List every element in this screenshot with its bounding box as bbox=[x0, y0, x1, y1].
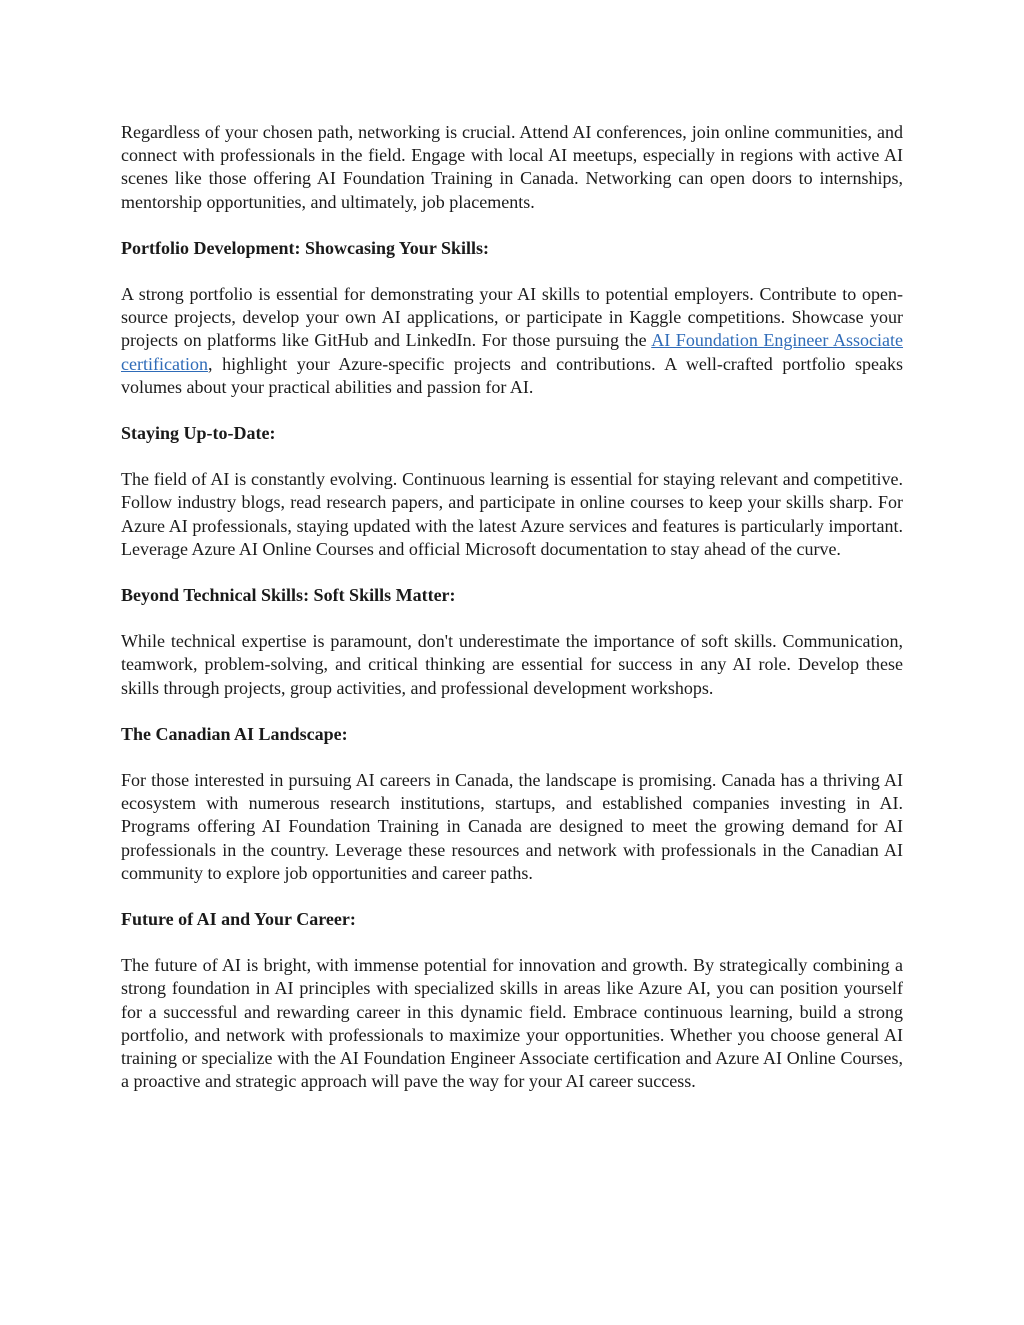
document-page bbox=[121, 121, 903, 1117]
section-heading: Future of AI and Your Career: bbox=[121, 909, 356, 930]
paragraph-text: , highlight your Azure-specific projects and contributions. A well-crafted portfolio speaks volumes about your practical abilities and passion for AI. bbox=[121, 353, 903, 397]
section-paragraph: For those interested in pursuing AI careers in Canada, the landscape is promising. Canada has a thriving AI ecosystem with numerous research institutions, startups, and established companies investing in AI. Programs offering AI Foundation Training in Canada are designed to meet the growing demand for AI professionals in the country. Leverage these resources and network with professionals in the Canadian AI community to explore job opportunities and career paths. bbox=[121, 770, 903, 883]
section-paragraph: While technical expertise is paramount, don't underestimate the importance of soft skills. Communication, teamwork, problem-solving, and critical thinking are essential for success in any AI role. Develop these skills through projects, group activities, and professional development workshops. bbox=[121, 631, 903, 698]
section-heading: Beyond Technical Skills: Soft Skills Matter: bbox=[121, 585, 456, 606]
intro-paragraph: Regardless of your chosen path, networking is crucial. Attend AI conferences, join online communities, and connect with professionals in the field. Engage with local AI meetups, especially in regions with active AI scenes like those offering AI Foundation Training in Canada. Networking can open doors to internships, mentorship opportunities, and ultimately, job placements. bbox=[121, 122, 903, 212]
section-heading: Staying Up-to-Date: bbox=[121, 423, 276, 444]
section-paragraph: The future of AI is bright, with immense potential for innovation and growth. By strategically combining a strong foundation in AI principles with specialized skills in areas like Azure AI, you can position yourself for a successful and rewarding career in this dynamic field. Embrace continuous learning, build a strong portfolio, and network with professionals to maximize your opportunities. Whether you choose general AI training or specialize with the AI Foundation Engineer Associate certification and Azure AI Online Courses, a proactive and strategic approach will pave the way for your AI career success. bbox=[121, 955, 903, 1092]
section-canadian-landscape bbox=[121, 723, 903, 885]
certification-link[interactable]: AI Foundation Engineer Associate certification bbox=[121, 330, 904, 374]
section-paragraph: The field of AI is constantly evolving. Continuous learning is essential for staying relevant and competitive. Follow industry blogs, read research papers, and participate in online courses to keep your skills sharp. For Azure AI professionals, staying updated with the latest Azure services and features is particularly important. Leverage Azure AI Online Courses and official Microsoft documentation to stay ahead of the curve. bbox=[121, 469, 903, 559]
section-soft-skills bbox=[121, 584, 903, 700]
section-portfolio bbox=[121, 237, 903, 399]
section-heading: Portfolio Development: Showcasing Your Skills: bbox=[121, 237, 490, 258]
section-heading: The Canadian AI Landscape: bbox=[121, 723, 348, 744]
paragraph-text: A strong portfolio is essential for demonstrating your AI skills to potential employers. Contribute to open-source projects, develop your own AI applications, or participate in Kaggle competitions. Showcase your projects on platforms like GitHub and LinkedIn. For those pursuing the bbox=[121, 284, 903, 351]
section-staying-up-to-date bbox=[121, 422, 903, 561]
section-paragraph bbox=[121, 283, 903, 399]
section-future-career bbox=[121, 908, 903, 1093]
